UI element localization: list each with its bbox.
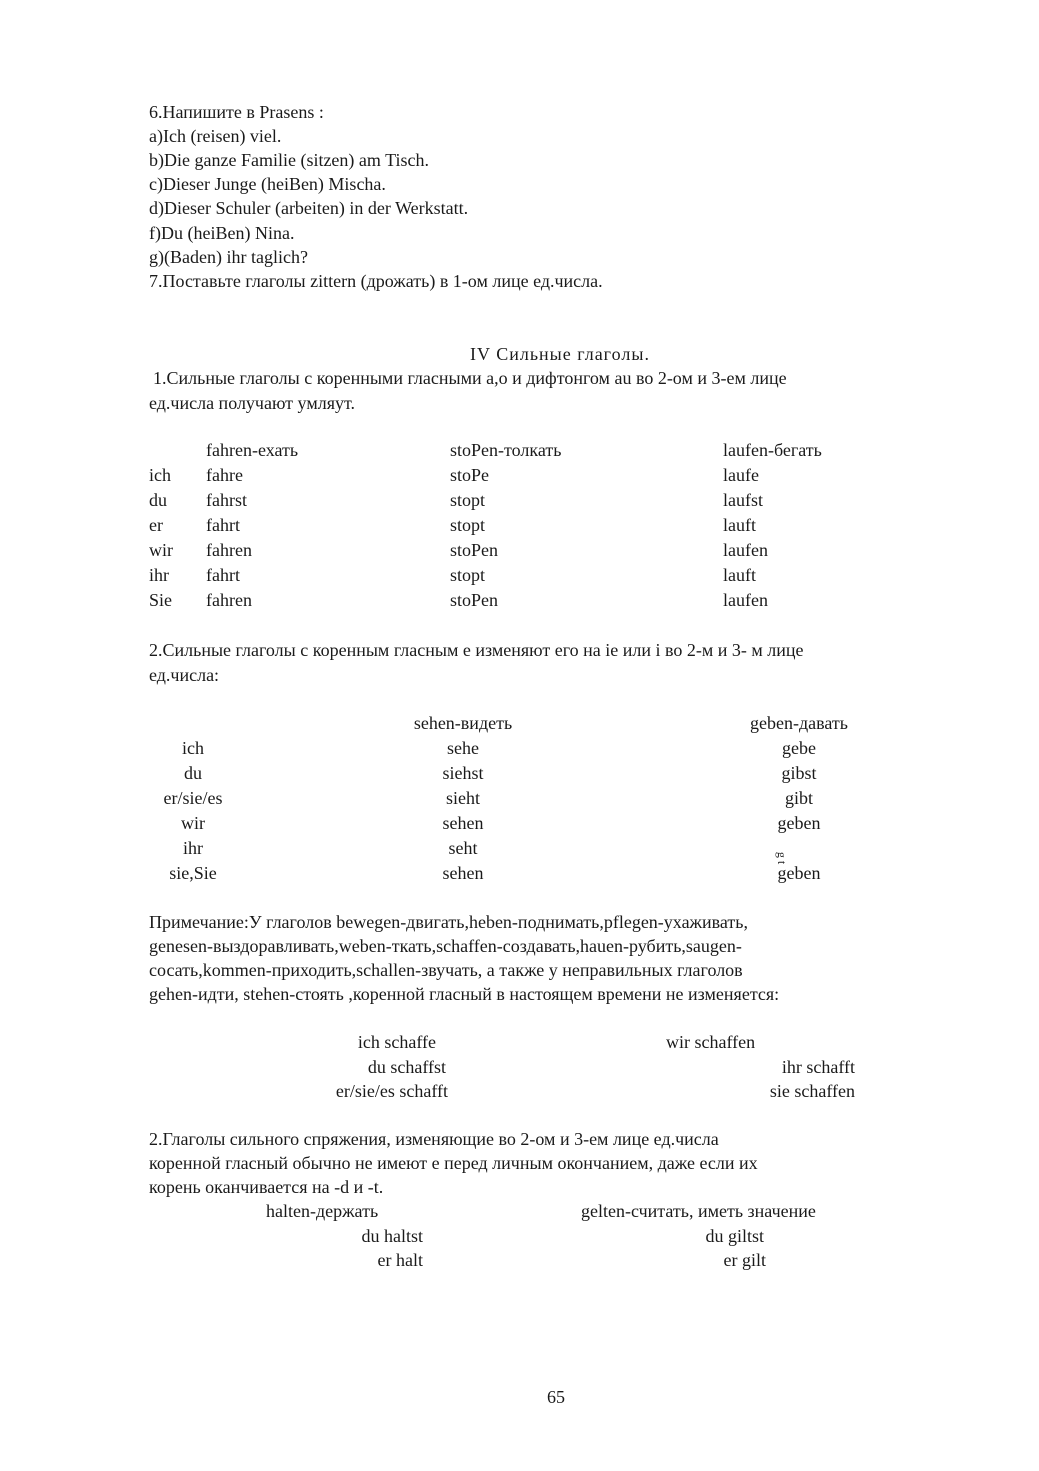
schaffen-plural-form: wir schaffen <box>666 1032 756 1052</box>
rule1-header-fahren: fahren-ехать <box>206 440 299 460</box>
rule2-form: gebe <box>782 738 816 758</box>
rule1-line2: ед.числа получают умляут. <box>149 393 355 413</box>
exercise6-title: 6.Напишите в Prasens : <box>149 102 324 122</box>
rule3-line3: корень оканчивается на -d и -t. <box>149 1177 384 1197</box>
rule2-form: sehen <box>442 813 484 833</box>
exercise6-item-d: d)Dieser Schuler (arbeiten) in der Werkstatt. <box>149 198 469 218</box>
note-line4: gehen-идти, stehen-стоять ,коренной гласный в настоящем времени не изменяется: <box>149 984 780 1004</box>
rule2-pronoun: ihr <box>183 838 203 858</box>
rule1-form: fahrt <box>206 565 240 585</box>
rule2-pronoun: er/sie/es <box>163 788 223 808</box>
gelten-form: er gilt <box>723 1250 766 1270</box>
exercise7-text: 7.Поставьте глаголы zittern (дрожать) в 1-ом лице ед.числа. <box>149 271 603 291</box>
rule2-form: seht <box>448 838 478 858</box>
exercise6-item-g: g)(Baden) ihr taglich? <box>149 247 308 267</box>
page-number: 65 <box>547 1387 565 1407</box>
rule3-line2: коренной гласный обычно не имеют e перед личным окончанием, даже если их <box>149 1153 758 1173</box>
rule2-form: geben <box>777 863 821 883</box>
rule1-form: laufen <box>723 590 768 610</box>
rule1-pronoun: Sie <box>149 590 173 610</box>
rule1-pronoun: ich <box>149 465 171 485</box>
note-line1: Примечание:У глаголов bewegen-двигать,heben-поднимать,pflegen-ухаживать, <box>149 912 748 932</box>
schaffen-singular-form: ich schaffe <box>357 1032 436 1052</box>
rule1-form: stoPen <box>450 590 499 610</box>
exercise6-item-c: c)Dieser Junge (heiBen) Mischa. <box>149 174 386 194</box>
halten-form: er halt <box>377 1250 423 1270</box>
rule1-form: laufe <box>723 465 759 485</box>
rule2-form: gibst <box>781 763 817 783</box>
rule1-form: stopt <box>450 515 486 535</box>
rule1-form: fahren <box>206 540 252 560</box>
rule2-line2: ед.числа: <box>149 665 220 685</box>
rule1-line1: 1.Сильные глаголы с коренными гласными a,o и дифтонгом au во 2-ом и 3-ем лице <box>153 368 787 388</box>
note-line3: сосать,kommen-приходить,schallen-звучать, а также у неправильных глаголов <box>149 960 743 980</box>
rule2-header-sehen: sehen-видеть <box>413 713 513 733</box>
note-line2: genesen-выздоравливать,weben-ткать,schaffen-создавать,hauen-рубить,saugen- <box>149 936 742 956</box>
schaffen-singular-form: er/sie/es schafft <box>335 1081 448 1101</box>
gelten-header: gelten-считать, иметь значение <box>581 1201 816 1221</box>
rule2-header-geben: geben-давать <box>750 713 848 733</box>
exercise6-item-a: a)Ich (reisen) viel. <box>149 126 282 146</box>
rule1-form: fahrst <box>206 490 247 510</box>
exercise6-item-b: b)Die ganze Familie (sitzen) am Tisch. <box>149 150 429 170</box>
rule1-form: stoPe <box>450 465 490 485</box>
rule2-pronoun: du <box>184 763 202 783</box>
rule1-form: laufst <box>723 490 763 510</box>
rule2-form: sehe <box>447 738 479 758</box>
rule2-form: sehen <box>442 863 484 883</box>
rule2-pronoun: sie,Sie <box>169 863 217 883</box>
rule2-form: gibt <box>784 788 813 808</box>
rule1-header-laufen: laufen-бегать <box>723 440 822 460</box>
rule1-form: laufen <box>723 540 768 560</box>
schaffen-singular-form: du schaffst <box>367 1057 446 1077</box>
rule2-line1: 2.Сильные глаголы с коренным гласным e изменяют его на ie или i во 2-м и 3- м лице <box>149 640 804 660</box>
rule2-pronoun: ich <box>182 738 204 758</box>
rule3-line1: 2.Глаголы сильного спряжения, изменяющие во 2-ом и 3-ем лице ед.числа <box>149 1129 719 1149</box>
rule1-form: stopt <box>450 490 486 510</box>
gelten-form: du giltst <box>705 1226 764 1246</box>
rule1-form: stopt <box>450 565 486 585</box>
rule1-form: fahre <box>206 465 243 485</box>
rule2-form: siehst <box>442 763 484 783</box>
rule2-form: geben <box>777 813 821 833</box>
exercise6-item-f: f)Du (heiBen) Nina. <box>149 223 295 243</box>
stray-print-mark: g t <box>775 851 790 865</box>
rule2-form: sieht <box>446 788 480 808</box>
rule1-form: fahren <box>206 590 252 610</box>
rule1-pronoun: ihr <box>149 565 169 585</box>
halten-header: halten-держать <box>266 1201 379 1221</box>
schaffen-plural-form: ihr schafft <box>781 1057 855 1077</box>
halten-form: du haltst <box>361 1226 423 1246</box>
rule1-form: fahrt <box>206 515 240 535</box>
rule1-form: stoPen <box>450 540 499 560</box>
rule1-pronoun: du <box>149 490 167 510</box>
section-heading: IV Сильные глаголы. <box>470 344 650 364</box>
rule1-form: lauft <box>723 515 756 535</box>
rule1-header-stossen: stoPen-толкать <box>450 440 562 460</box>
rule1-pronoun: er <box>149 515 163 535</box>
schaffen-plural-form: sie schaffen <box>769 1081 855 1101</box>
rule1-pronoun: wir <box>149 540 173 560</box>
rule2-pronoun: wir <box>181 813 205 833</box>
rule1-form: lauft <box>723 565 756 585</box>
